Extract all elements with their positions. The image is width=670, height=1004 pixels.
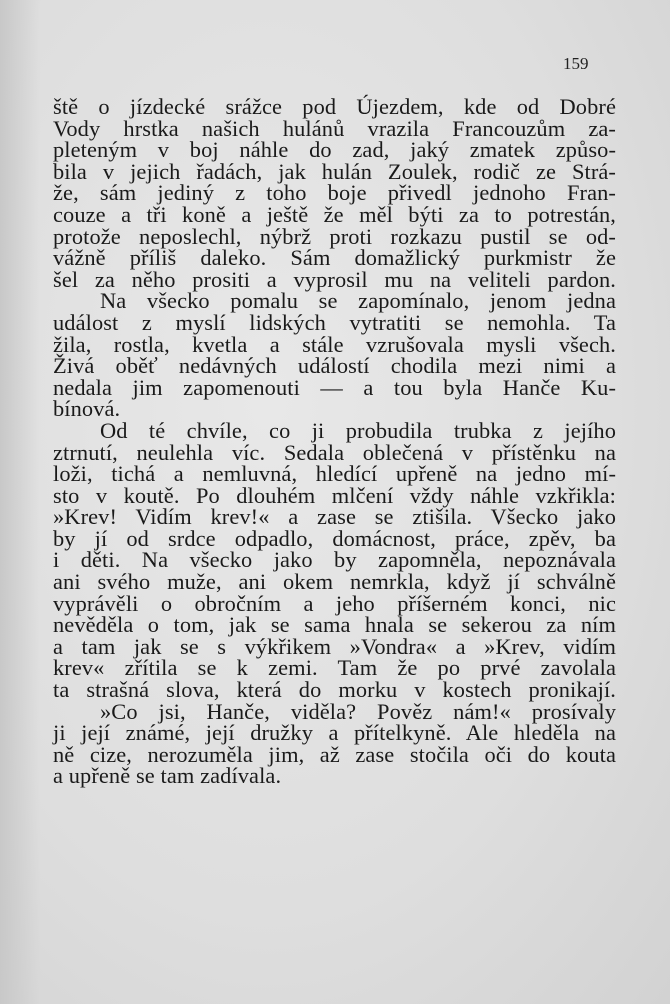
text-line: Vody hrstka našich hulánů vrazila Francouzům za- [53, 115, 616, 141]
text-line: žila, rostla, kvetla a stále vzrušovala mysli všech. [53, 331, 616, 357]
text-line: a upřeně se tam zadívala. [53, 763, 282, 789]
text-line: ta strašná slova, která do morku v kostech pronikají. [53, 677, 616, 703]
text-line: že, sám jediný z toho boje přivedl jednoho Fran- [53, 180, 616, 206]
text-line: a tam jak se s výkřikem »Vondra« a »Krev, vidím [53, 633, 616, 659]
paragraph-1 [53, 96, 616, 290]
text-line: protože neposlechl, nýbrž proti rozkazu pustil se od- [53, 223, 616, 249]
page-number: 159 [563, 54, 589, 73]
text-line: ji její známé, její družky a přítelkyně. Ale hleděla na [53, 720, 616, 746]
text-line: nevěděla o tom, jak se sama hnala se sekerou za ním [53, 612, 616, 638]
text-line: událost z myslí lidských vytratiti se nemohla. Ta [53, 309, 616, 335]
text-line: ani svého muže, ani okem nemrkla, když jí schválně [53, 569, 616, 595]
text-line: vážně příliš daleko. Sám domažlický purkmistr že [53, 245, 616, 271]
text-line: ztrnutí, neulehla víc. Sedala oblečená v přístěnku na [53, 439, 616, 465]
text-line: ně cize, nerozuměla jim, až zase stočila oči do kouta [53, 741, 616, 767]
text-line: Živá oběť nedávných událostí chodila mezi nimi a [53, 353, 616, 379]
text-line: »Krev! Vidím krev!« a zase se ztišila. Všecko jako [53, 504, 616, 530]
text-line: krev« zřítila se k zemi. Tam že po prvé zavolala [53, 655, 616, 681]
paragraph-2 [53, 290, 616, 420]
page-gutter-shadow [0, 0, 40, 1004]
text-line: bila v jejich řadách, jak hulán Zoulek, rodič ze Strá- [53, 158, 616, 184]
text-line: vyprávěli o obročním a jeho příšerném konci, nic [53, 590, 616, 616]
text-line: sto v koutě. Po dlouhém mlčení vždy náhle vzkřikla: [53, 482, 616, 508]
body-text [53, 96, 616, 787]
text-line: i děti. Na všecko jako by zapomněla, nepoznávala [53, 547, 616, 573]
text-line: loži, tichá a nemluvná, hledící upřeně na jedno mí- [53, 461, 616, 487]
paragraph-3 [53, 417, 616, 703]
text-line: couze a tři koně a ještě že měl býti za to potrestán, [53, 201, 616, 227]
text-line: Od té chvíle, co ji probudila trubka z jejího [100, 417, 616, 443]
text-line: nedala jim zapomenouti — a tou byla Hanče Ku- [53, 374, 616, 400]
text-line: bínová. [53, 396, 121, 422]
text-line: šel za něho prositi a vyprosil mu na veliteli pardon. [53, 266, 616, 292]
text-line: »Co jsi, Hanče, viděla? Pověz nám!« prosívaly [100, 698, 616, 724]
paragraph-4 [53, 698, 616, 789]
text-line: by jí od srdce odpadlo, domácnost, práce, zpěv, ba [53, 525, 616, 551]
text-line: ště o jízdecké srážce pod Újezdem, kde od Dobré [53, 94, 616, 119]
text-line: pleteným v boj náhle do zad, jaký zmatek způso- [53, 137, 616, 163]
text-line: Na všecko pomalu se zapomínalo, jenom jedna [100, 288, 616, 314]
